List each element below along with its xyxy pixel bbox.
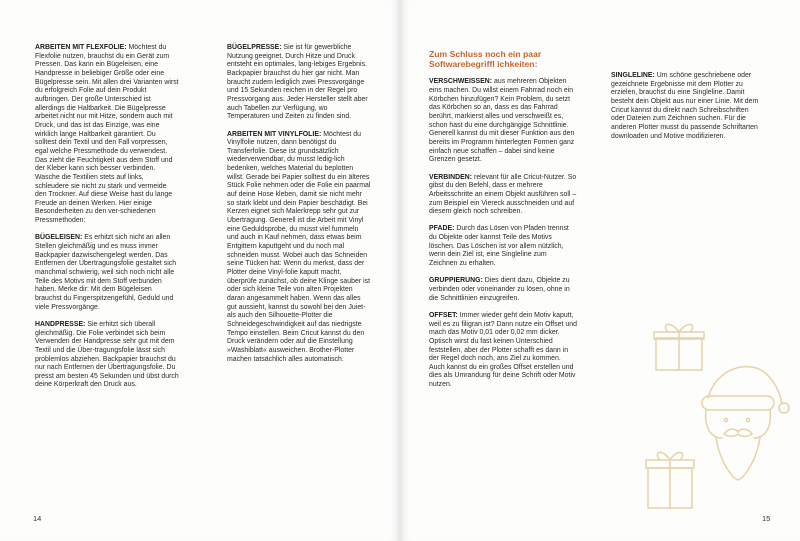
term-label: SINGLELINE: <box>611 72 655 79</box>
paragraph-offset <box>429 312 577 390</box>
paragraph-text: Sie ist für gewerbliche Nutzung geeignet. Durch Hitze und Druck entsteht ein optimales, lang-lebiges Ergebnis. Backpapier brauchst du hier gar nicht. Man braucht zudem lediglich zwei Pressvorgänge und 15 Sekunden reichen in der Regel pro Pressvorgang aus. Jeder Hersteller stellt aber auch Tabellen zur Verfügung, wo Temperaturen und Zeiten zu finden sind. <box>227 44 368 121</box>
term-label: ARBEITEN MIT VINYLFOLIE: <box>227 130 322 138</box>
gift-icon <box>646 452 694 508</box>
paragraph-buegeleisen <box>35 234 179 312</box>
paragraph-text: Immer wieder geht dein Motiv kaputt, weil es zu filigran ist? Dann nutze ein Offset und mach das Motiv 0,01 oder 0,02 mm dicker. Optisch wirst du fast keinen Unterschied feststellen, aber der Plotter schafft es dann in der Regel doch noch, ans Ziel zu kommen. Auch kannst du ein großes Offset erstellen und dies als Umrandung für deine Schrift oder Motiv nutzen. <box>429 311 577 389</box>
term-label: VERBINDEN: <box>429 173 473 181</box>
paragraph-text: aus mehreren Objekten eins machen. Du willst einem Fahrrad noch ein Körbchen hinzufügen? Kein Problem, du setzt das Körbchen so an, dass es das Fahrrad berührt, markierst alles und verschweißt es, schon hast du eine durchgängige Schnittlinie. Generell kannst du mit dieser Funktion aus den bereits im Programm hinterlegten Formen ganz einfach neue schaffen – dabei sind keine Grenzen gesetzt. <box>429 78 575 164</box>
paragraph-text: Dies dient dazu, Objekte zu verbinden oder voneinander zu lösen, ohne in die Schnittlinien einzugreifen. <box>429 277 570 302</box>
paragraph-text: Um schöne geschriebene oder gezeichnete Ergebnisse mit dem Plotter zu erzielen, brauchst du eine Singleline. Damit besteht dein Objekt aus nur einer Linie. Mit dem Cricut kannst du direkt nach Schreibschriften oder Dateien zum Zeichnen suchen. Für die anderen Plotter musst du passende Schriftarten downloaden und Motive modifizieren. <box>611 72 759 140</box>
paragraph-vinylfolie <box>227 131 371 365</box>
section-heading: Zum Schluss noch ein paar Softwarebegriffl ichkeiten: <box>429 49 542 70</box>
christmas-illustration <box>640 322 790 512</box>
paragraph-text: Sie erhitzt sich überall gleichmäßig. Die Folie verbindet sich beim Verwenden der Handpresse sehr gut mit dem Textil und die Über-tragungsfolie lässt sich problemlos abziehen. Backpapier brauchst du nur nach Entfernen der Übertragungsfolie. Du presst am besten 45 Sekunden und übst durch deine Körperkraft den Druck aus. <box>35 320 179 389</box>
paragraph-buegelpresse <box>227 44 371 122</box>
right-column-2 <box>611 72 761 150</box>
paragraph-text: Möchtest du Vinylfolie nutzen, dann benötigst du Transferfolie. Diese ist grundsätzlich wiederverwendbar, du musst ledig-lich bedenken, welches Material du beplotten willst. Gerade bei Papier solltest du ein älteres Stück Folie nehmen oder die Folie ein paarmal auf deine Hose kleben, damit sie nicht mehr so stark klebt und dein Papier beschädigt. Bei Kerzen eignet sich Malerkrepp sehr gut zur Übertragung. Generell ist die Arbeit mit Vinyl eine Geduldsprobe, du musst viel fummeln und auch in Kauf nehmen, dass etwas beim Entgittern kaputtgeht und du noch mal schneiden musst. Wobei auch das Schneiden seine Tücken hat: Wenn du merkst, dass der Plotter deine Vinyl-folie kaputt macht, überprüfe zunächst, ob deine Klinge sauber ist oder sich kleine Teile von alten Projekten daran angesammelt haben. Wenn das alles gut aussieht, kannst du sowohl bei den Juiet- als auch den Silhouette-Plotter die Schneidegeschwindigkeit auf das niedrigste Tempo einstellen. Beim Cricut kannst du den Druck verändern oder auf die Einstellung »Washiblatt« ausweichen. Brother-Plotter machen tatsächlich alles automatisch. <box>227 130 371 363</box>
paragraph-text: relevant für alle Cricut-Nutzer. So gibst du den Befehl, dass er mehrere Arbeitsschritte an einem Objekt ausführen soll – zum Beispiel ein Viereck ausschneiden und auf diesem gleich noch schreiben. <box>429 173 577 216</box>
gift-icon <box>654 324 704 370</box>
left-column-1 <box>35 44 179 399</box>
page-number-left: 14 <box>33 514 42 523</box>
term-label: OFFSET: <box>429 311 458 319</box>
paragraph-singleline <box>611 72 761 141</box>
left-column-2 <box>227 44 371 373</box>
paragraph-text: Möchtest du Flexfolie nutzen, brauchst du ein Gerät zum Pressen. Das kann ein Bügeleisen, eine Handpresse in beliebiger Größe oder eine Bügelpresse sein. Mit allen drei Varianten wirst du erfolgreich Folie auf dein Produkt aufbringen. Der große Unterschied ist allerdings die Haltbarkeit. Die Bügelpresse arbeitet nicht nur mit Hitze, sondern auch mit Druck, und das ist das Einzige, was eine wirklich lange Haltbarkeit garantiert. Du solltest dein Textil und den Fall vorpressen, egal welche Pressmethode du verwendest. Das zieht die Feuchtigkeit aus dem Stoff und der Kleber kann sich besser verbinden. Wasche die Textilien stets auf links, schleudere sie nicht zu stark und vermeide den Trockner. Auf diese Weise hast du lange Freude an deinen Werken. Hier einige Besonderheiten zu den ver-schiedenen Pressmethoden: <box>35 44 179 225</box>
paragraph-verschweissen <box>429 78 577 165</box>
paragraph-flexfolie <box>35 44 179 226</box>
paragraph-text: Es erhitzt sich nicht an allen Stellen gleichmäßig und es muss immer Backpapier dazwischengelegt werden. Das Entfernen der Übertragungsfolie gestaltet sich manchmal schwierig, weil sich noch nicht alle Teile des Motivs mit dem Stoff verbunden haben. Merke dir: Mit dem Bügeleisen brauchst du Fingerspitzengefühl, Geduld und viele Pressvorgänge. <box>35 234 177 311</box>
santa-icon <box>702 367 789 480</box>
right-column-1 <box>429 44 577 398</box>
paragraph-gruppierung <box>429 277 577 303</box>
term-label: HANDPRESSE: <box>35 320 86 328</box>
term-label: BÜGELEISEN: <box>35 234 83 242</box>
term-label: GRUPPIERUNG: <box>429 277 483 285</box>
paragraph-handpresse <box>35 321 179 390</box>
paragraph-verbinden <box>429 174 577 217</box>
page-number-right: 15 <box>762 514 771 523</box>
paragraph-pfade <box>429 225 577 268</box>
term-label: ARBEITEN MIT FLEXFOLIE: <box>35 44 127 51</box>
term-label: PFADE: <box>429 225 455 233</box>
term-label: VERSCHWEISSEN: <box>429 78 493 86</box>
paragraph-text: Durch das Lösen von Pfaden trennst du Objekte oder kannst Teile des Motivs löschen. Das Löschen ist vor allem nützlich, wenn dein Ziel ist, eine Singleline zum Zeichnen zu erhalten. <box>429 225 569 268</box>
term-label: BÜGELPRESSE: <box>227 44 282 51</box>
